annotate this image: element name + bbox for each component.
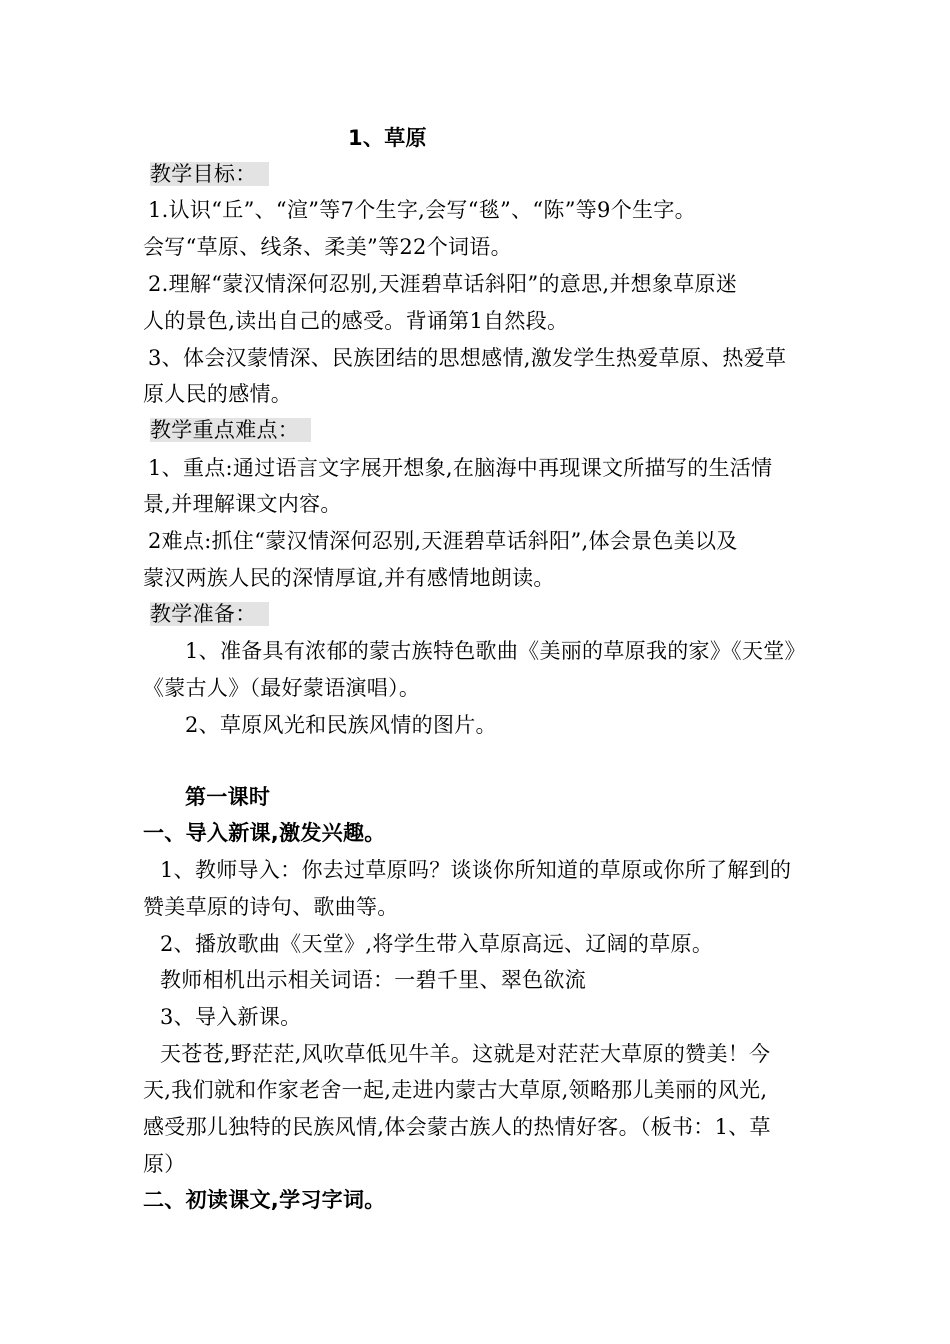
doc-title: 1、草原 — [348, 126, 427, 150]
part-heading: 一、导入新课,激发兴趣。 — [143, 821, 386, 845]
paragraph-line: 2难点:抓住“蒙汉情深何忍别,天涯碧草话斜阳”,体会景色美以及 — [148, 529, 738, 553]
paragraph-line: 1.认识“丘”、“渲”等7个生字,会写“毯”、“陈”等9个生字。 — [148, 198, 696, 222]
paragraph-line: 原） — [143, 1152, 186, 1176]
section-heading-keys: 教学重点难点： — [150, 415, 840, 445]
paragraph-line: 感受那儿独特的民族风情,体会蒙古族人的热情好客。（板书：1、草 — [143, 1115, 771, 1139]
paragraph-line: 蒙汉两族人民的深情厚谊,并有感情地朗读。 — [143, 566, 555, 590]
paragraph-line: 2、草原风光和民族风情的图片。 — [185, 713, 497, 737]
paragraph-line: 景,并理解课文内容。 — [143, 492, 342, 516]
section-heading-goals: 教学目标： — [150, 159, 840, 189]
paragraph-line: 1、教师导入：你去过草原吗？谈谈你所知道的草原或你所了解到的 — [160, 858, 792, 882]
paragraph-line: 2.理解“蒙汉情深何忍别,天涯碧草话斜阳”的意思,并想象草原迷 — [148, 272, 738, 296]
paragraph-line: 教师相机出示相关词语：一碧千里、翠色欲流 — [160, 968, 586, 992]
paragraph-line: 3、导入新课。 — [160, 1005, 302, 1029]
paragraph-line: 2、播放歌曲《天堂》,将学生带入草原高远、辽阔的草原。 — [160, 932, 714, 956]
paragraph-line: 天苍苍,野茫茫,风吹草低见牛羊。这就是对茫茫大草原的赞美！今 — [160, 1042, 771, 1066]
paragraph-line: 会写“草原、线条、柔美”等22个词语。 — [143, 235, 512, 259]
paragraph-line: 人的景色,读出自己的感受。背诵第1自然段。 — [143, 309, 569, 333]
section-heading-prep: 教学准备： — [150, 599, 840, 629]
lesson-heading: 第一课时 — [185, 785, 271, 809]
paragraph-line: 1、重点:通过语言文字展开想象,在脑海中再现课文所描写的生活情 — [148, 456, 773, 480]
part-heading: 二、初读课文,学习字词。 — [143, 1188, 386, 1212]
paragraph-line: 《蒙古人》（最好蒙语演唱）。 — [143, 676, 421, 700]
paragraph-line: 1、准备具有浓郁的蒙古族特色歌曲《美丽的草原我的家》《天堂》 — [185, 639, 806, 663]
paragraph-line: 3、体会汉蒙情深、民族团结的思想感情,激发学生热爱草原、热爱草 — [148, 346, 787, 370]
paragraph-line: 原人民的感情。 — [143, 382, 293, 406]
paragraph-line: 天,我们就和作家老舍一起,走进内蒙古大草原,领略那儿美丽的风光, — [143, 1078, 768, 1102]
paragraph-line: 赞美草原的诗句、歌曲等。 — [143, 895, 399, 919]
